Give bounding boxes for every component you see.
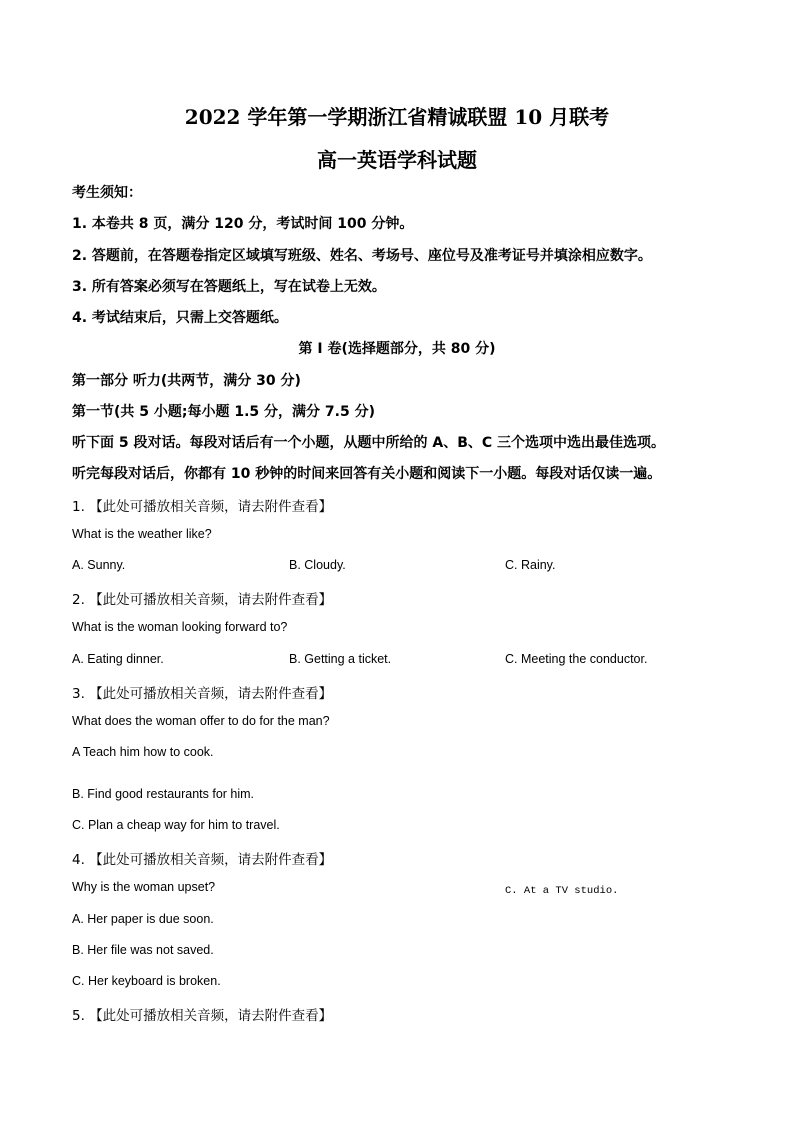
option-b: B. Find good restaurants for him.	[72, 787, 255, 801]
audio-placeholder: 2. 【此处可播放相关音频，请去附件查看】	[72, 592, 333, 608]
exam-subtitle: 高一英语学科试题	[317, 148, 477, 172]
option-a: A. Eating dinner.	[72, 652, 164, 666]
stray-option-text: C. At a TV studio.	[505, 885, 619, 897]
option-c: C. Rainy.	[505, 558, 556, 572]
notice-item: 1. 本卷共 8 页，满分 120 分，考试时间 100 分钟。	[72, 216, 414, 232]
option-a: A. Her paper is due soon.	[72, 912, 214, 926]
option-b: B. Cloudy.	[289, 558, 346, 572]
volume-heading: 第 I 卷(选择题部分，共 80 分)	[298, 341, 496, 357]
audio-placeholder: 3. 【此处可播放相关音频，请去附件查看】	[72, 686, 333, 702]
option-b: B. Getting a ticket.	[289, 652, 392, 666]
question-text: What is the weather like?	[72, 527, 212, 541]
question-text: What is the woman looking forward to?	[72, 620, 288, 634]
exam-title: 2022 学年第一学期浙江省精诚联盟 10 月联考	[184, 105, 610, 129]
notice-item: 3. 所有答案必须写在答题纸上，写在试卷上无效。	[72, 279, 386, 295]
option-b: B. Her file was not saved.	[72, 943, 214, 957]
notice-item: 2. 答题前，在答题卷指定区域填写班级、姓名、考场号、座位号及准考证号并填涂相应数字。	[72, 248, 652, 264]
option-a: A. Sunny.	[72, 558, 126, 572]
instruction-line: 听下面 5 段对话。每段对话后有一个小题，从题中所给的 A、B、C 三个选项中选出最佳选项。	[72, 435, 666, 451]
option-a: A Teach him how to cook.	[72, 745, 214, 759]
notice-heading: 考生须知：	[72, 185, 142, 201]
notice-item: 4. 考试结束后，只需上交答题纸。	[72, 310, 288, 326]
option-c: C. Plan a cheap way for him to travel.	[72, 818, 280, 832]
audio-placeholder: 4. 【此处可播放相关音频，请去附件查看】	[72, 852, 333, 868]
option-c: C. Her keyboard is broken.	[72, 974, 221, 988]
part-heading: 第一部分 听力(共两节，满分 30 分)	[72, 373, 301, 389]
question-text: Why is the woman upset?	[72, 880, 216, 894]
question-text: What does the woman offer to do for the man?	[72, 714, 330, 728]
option-c: C. Meeting the conductor.	[505, 652, 648, 666]
audio-placeholder: 5. 【此处可播放相关音频，请去附件查看】	[72, 1008, 333, 1024]
instruction-line: 听完每段对话后，你都有 10 秒钟的时间来回答有关小题和阅读下一小题。每段对话仅读一遍。	[72, 466, 662, 482]
audio-placeholder: 1. 【此处可播放相关音频，请去附件查看】	[72, 499, 333, 515]
section-heading: 第一节(共 5 小题;每小题 1.5 分，满分 7.5 分)	[72, 404, 375, 420]
